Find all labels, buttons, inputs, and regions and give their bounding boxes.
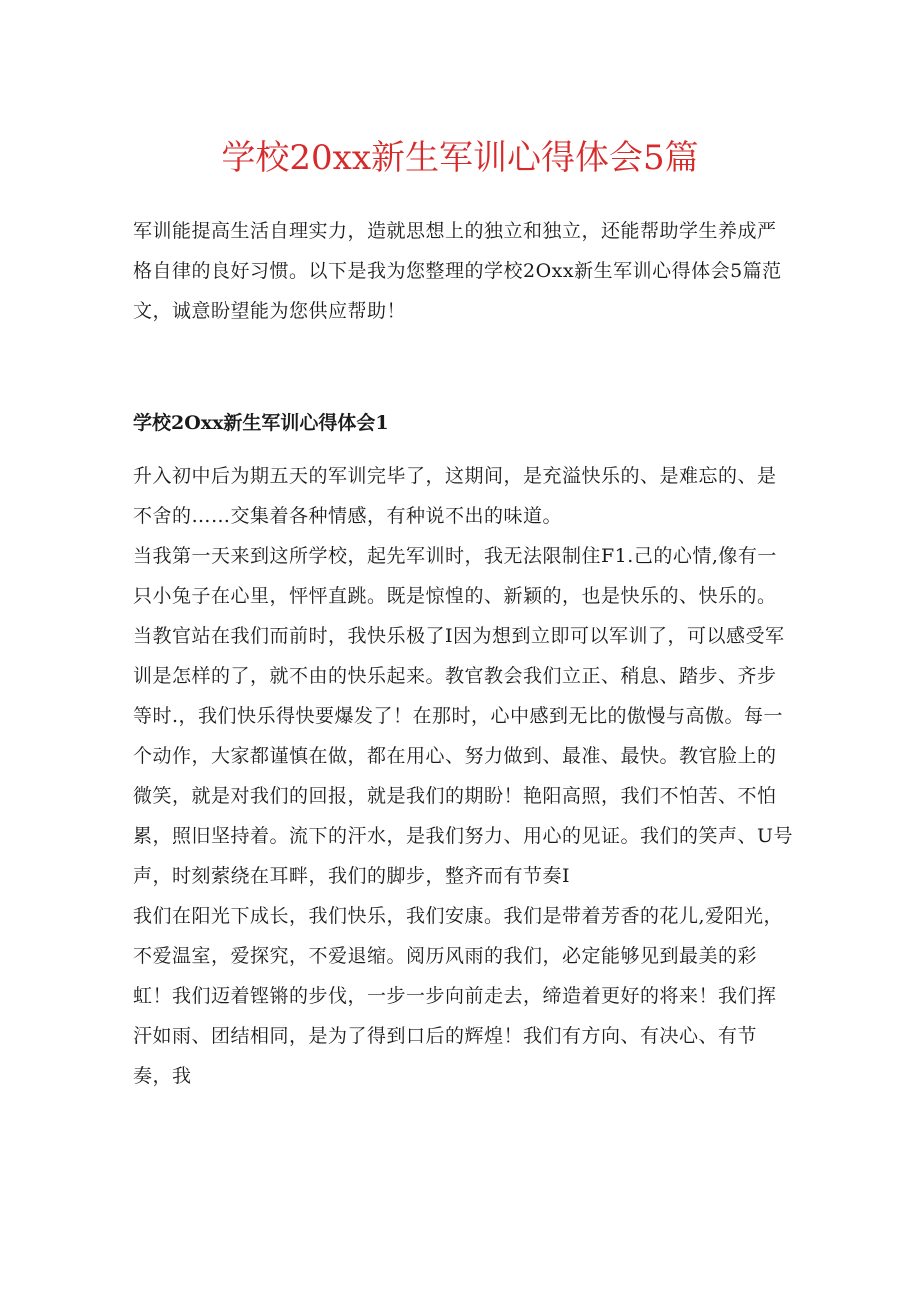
- document-title: 学校20xx新生军训心得体会5篇: [221, 138, 699, 178]
- body-paragraph: 升入初中后为期五天的军训完毕了，这期间，是充溢快乐的、是难忘的、是不舍的……交集着各种情感，有种说不出的味道。: [133, 465, 777, 527]
- body-paragraph: 当我第一天来到这所学校，起先军训时，我无法限制住F1.己的心情,像有一只小兔子在心里，怦怦直跳。既是惊惶的、新颖的，也是快乐的、快乐的。当教官站在我们而前时，我快乐极了I因为想到立即可以军训了，可以感受军训是怎样的了，就不由的快乐起来。教官教会我们立正、稍息、踏步、齐步等时.，我们快乐得快要爆发了！在那时，心中感到无比的傲慢与高傲。每一个动作，大家都谨慎在做，都在用心、努力做到、最准、最快。教官脸上的微笑，就是对我们的回报，就是我们的期盼！艳阳高照，我们不怕苦、不怕累，照旧坚持着。流下的汗水，是我们努力、用心的见证。我们的笑声、U号声，时刻萦绕在耳畔，我们的脚步，整齐而有节奏I: [133, 545, 794, 887]
- body-paragraph: 我们在阳光下成长，我们快乐，我们安康。我们是带着芳香的花儿,爱阳光，不爱温室，爱探究，不爱退缩。阅历风雨的我们，必定能够见到最美的彩虹！我们迈着铿锵的步伐，一步一步向前走去，缔造着更好的将来！我们挥汗如雨、团结相同，是为了得到口后的辉煌！我们有方向、有决心、有节奏，我: [133, 905, 784, 1087]
- section-body: [133, 456, 793, 1096]
- intro-paragraph: 军训能提高生活自理实力，造就思想上的独立和独立，还能帮助学生养成严格自律的良好习惯。以下是我为您整理的学校2Oxx新生军训心得体会5篇范文，诚意盼望能为您供应帮助！: [133, 220, 782, 322]
- section-heading: 学校2Oxx新生军训心得体会1: [133, 412, 389, 434]
